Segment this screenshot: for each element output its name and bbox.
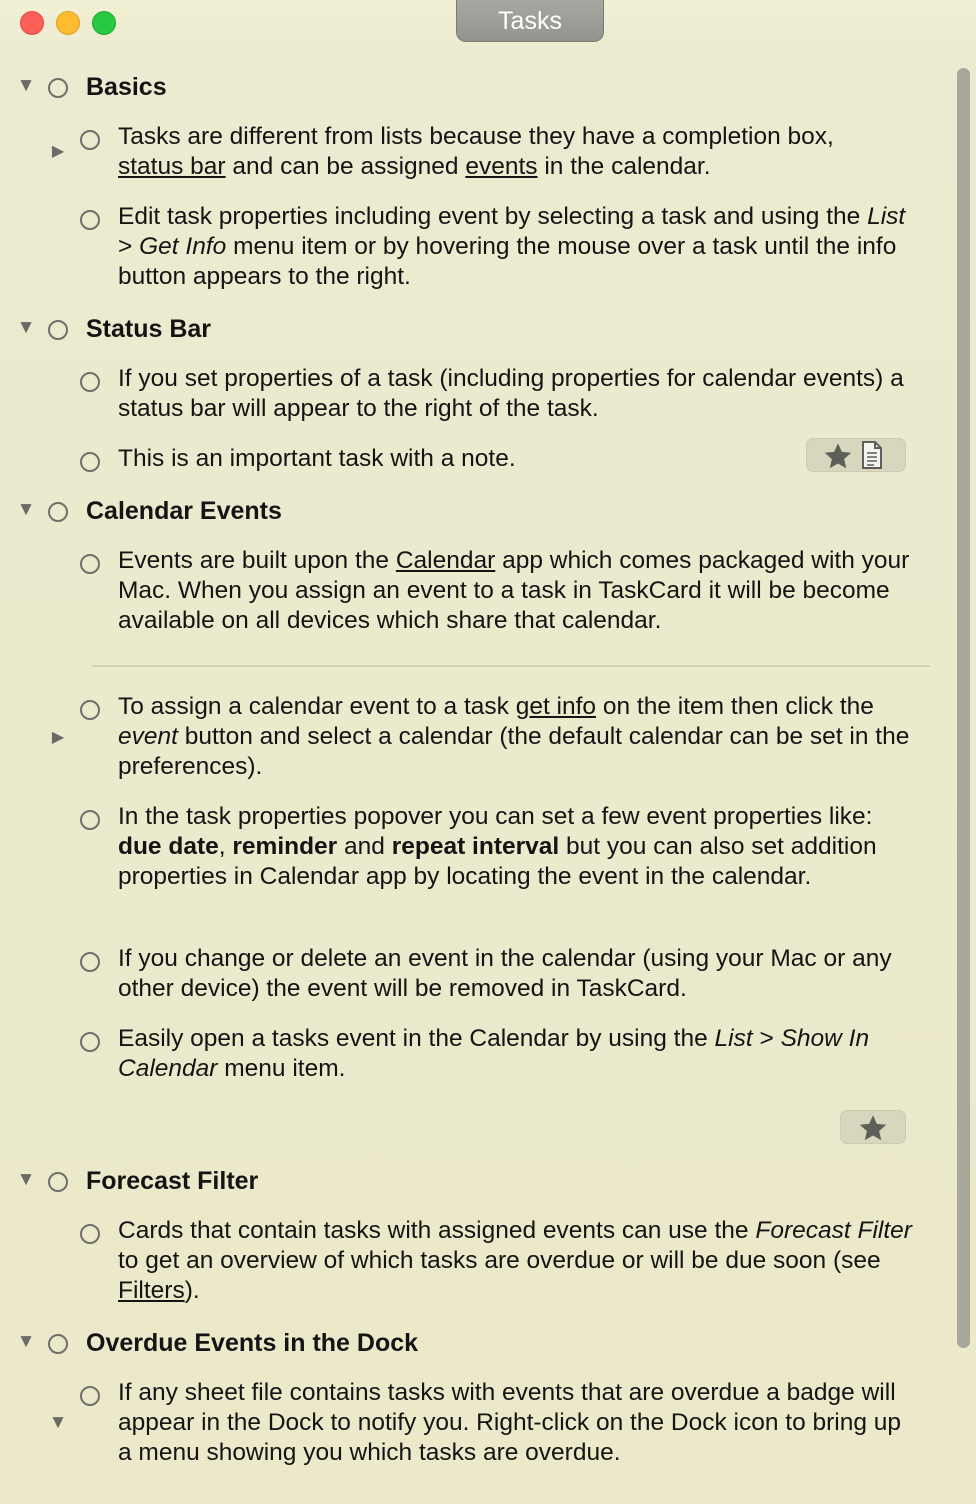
note-icon [860, 440, 884, 470]
disclosure-triangle-down-icon[interactable]: ▼ [16, 75, 36, 96]
disclosure-triangle-down-icon[interactable]: ▼ [16, 1331, 36, 1352]
disclosure-triangle-down-icon[interactable]: ▼ [16, 1169, 36, 1190]
calendar-link[interactable]: Calendar [395, 547, 496, 574]
minimize-window-button[interactable] [56, 11, 80, 35]
task-checkbox[interactable] [80, 1224, 100, 1244]
disclosure-triangle-down-icon[interactable]: ▼ [16, 317, 36, 338]
task-text: This is an important task with a note. [118, 445, 516, 472]
section-title-basics: Basics [86, 73, 167, 101]
task-checkbox[interactable] [48, 1172, 68, 1192]
section-title-status-bar: Status Bar [86, 315, 212, 343]
task-checkbox[interactable] [80, 952, 100, 972]
task-text: Cards that contain tasks with assigned events can use the Forecast Filter to get an overview of which tasks are overdue or will be due soon (see Filters). [118, 1217, 912, 1304]
task-checkbox[interactable] [80, 130, 100, 150]
star-icon [822, 440, 854, 472]
vertical-scrollbar[interactable] [957, 68, 970, 1348]
window-title: Tasks [456, 0, 604, 42]
task-checkbox[interactable] [80, 554, 100, 574]
task-checkbox[interactable] [80, 1032, 100, 1052]
task-text: In the task properties popover you can set a few event properties like: due date, reminder and repeat interval but you can also set addition properties in Calendar app by locating the event in the calendar. [118, 803, 877, 890]
task-checkbox[interactable] [80, 210, 100, 230]
task-text: To assign a calendar event to a task get info on the item then click the event button and select a calendar (the default calendar can be set in the preferences). [118, 693, 910, 780]
section-title-forecast-filter: Forecast Filter [86, 1167, 259, 1195]
task-status-bar[interactable] [840, 1110, 906, 1144]
task-checkbox[interactable] [48, 320, 68, 340]
task-checkbox[interactable] [48, 502, 68, 522]
task-checkbox[interactable] [48, 78, 68, 98]
status-bar-link[interactable]: status bar [118, 153, 226, 180]
disclosure-triangle-down-icon[interactable]: ▼ [16, 499, 36, 520]
close-window-button[interactable] [20, 11, 44, 35]
task-text: If any sheet file contains tasks with events that are overdue a badge will appear in the Dock to notify you. Right-click on the Dock icon to bring up a menu showing you which tasks are overdue. [118, 1379, 902, 1466]
section-title-calendar-events: Calendar Events [86, 497, 282, 525]
task-checkbox[interactable] [80, 810, 100, 830]
separator [92, 665, 930, 667]
task-text: Tasks are different from lists because they have a completion box, status bar and can be assigned events in the calendar. [118, 123, 834, 180]
task-text: If you set properties of a task (including properties for calendar events) a status bar will appear to the right of the task. [118, 365, 904, 422]
task-checkbox[interactable] [80, 372, 100, 392]
star-icon [857, 1112, 889, 1144]
get-info-link[interactable]: get info [515, 693, 597, 720]
zoom-window-button[interactable] [92, 11, 116, 35]
task-checkbox[interactable] [48, 1334, 68, 1354]
disclosure-triangle-right-icon[interactable]: ▶ [51, 143, 65, 160]
events-link[interactable]: events [465, 153, 538, 180]
section-title-overdue-events: Overdue Events in the Dock [86, 1329, 419, 1357]
task-text: If you change or delete an event in the calendar (using your Mac or any other device) the event will be removed in TaskCard. [118, 945, 892, 1002]
task-text: Edit task properties including event by selecting a task and using the List > Get Info menu item or by hovering the mouse over a task until the info button appears to the right. [118, 203, 906, 290]
task-checkbox[interactable] [80, 700, 100, 720]
task-checkbox[interactable] [80, 1386, 100, 1406]
disclosure-triangle-right-icon[interactable]: ▶ [51, 729, 65, 746]
task-text: Easily open a tasks event in the Calendar by using the List > Show In Calendar menu item. [118, 1025, 870, 1082]
task-status-bar[interactable] [806, 438, 906, 472]
task-text: Events are built upon the Calendar app which comes packaged with your Mac. When you assign an event to a task in TaskCard it will be become available on all devices which share that calendar. [118, 547, 910, 634]
task-checkbox[interactable] [80, 452, 100, 472]
disclosure-triangle-down-icon[interactable]: ▼ [48, 1412, 68, 1433]
filters-link[interactable]: Filters [118, 1277, 185, 1304]
